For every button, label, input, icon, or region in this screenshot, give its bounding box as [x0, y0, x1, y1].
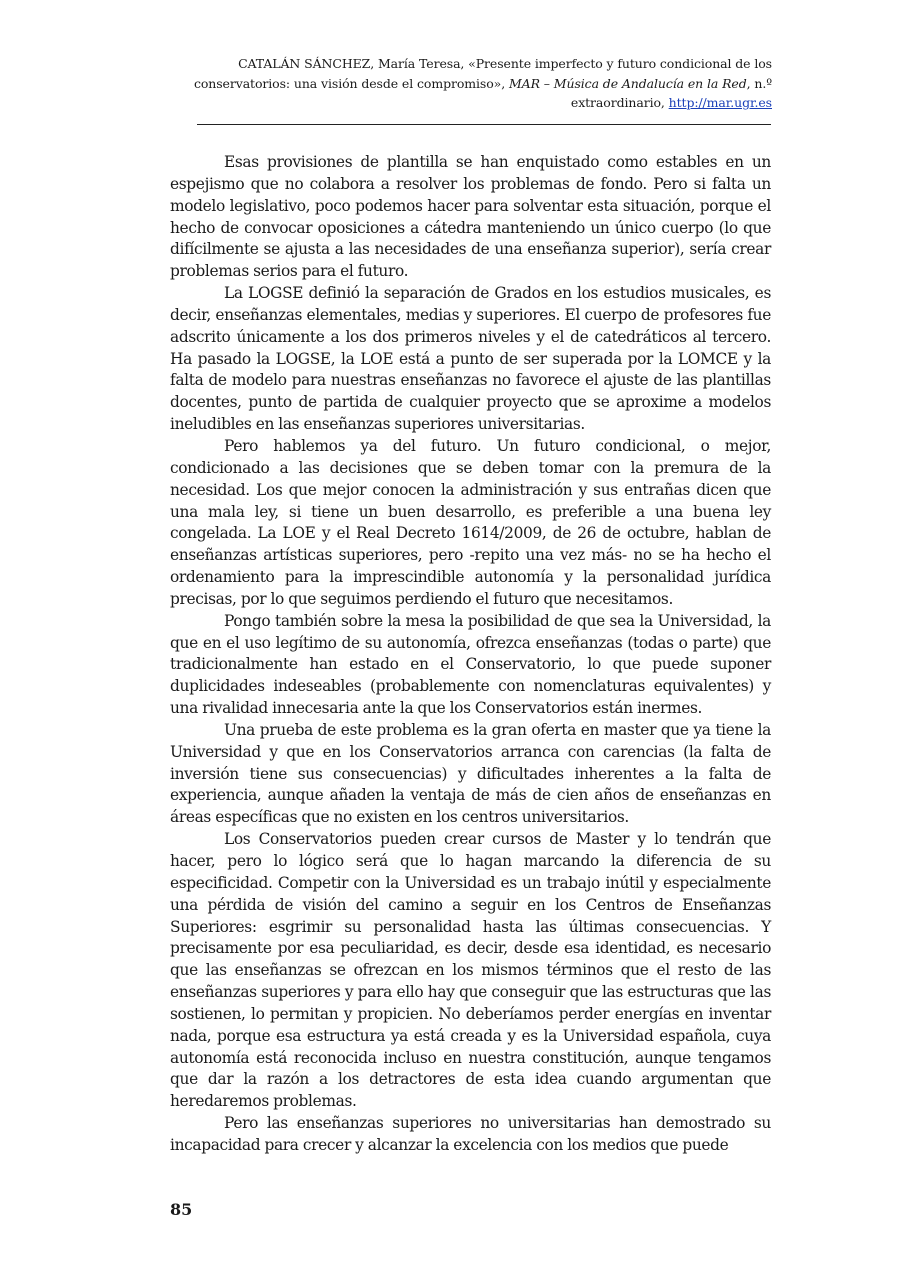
paragraph: Los Conservatorios pueden crear cursos de Master y lo tendrán que hacer, pero lo lógico será que lo hagan marcando la diferencia de su especificidad. Competir con la Universidad es un trabajo inútil y especialmente una pérdida de visión del camino a seguir en los Centros de Enseñanzas Superiores: esgrimir su personalidad hasta las últimas consecuencias. Y precisamente por esa peculiaridad, es decir, desde esa identidad, es necesario que las enseñanzas se ofrezcan en los mismos términos que el resto de las enseñanzas superiores y para ello hay que conseguir que las estructuras que las sostienen, lo permitan y propicien. No deberíamos perder energías en inventar nada, porque esa estructura ya está creada y es la Universidad española, cuya autonomía está reconocida incluso en nuestra constitución, aunque tengamos que dar la razón a los detractores de esta idea cuando argumentan que heredaremos problemas.: [170, 830, 771, 1111]
paragraph: La LOGSE definió la separación de Grados en los estudios musicales, es decir, enseñanzas elementales, medias y superiores. El cuerpo de profesores fue adscrito únicamente a los dos primeros niveles y el de catedráticos al tercero. Ha pasado la LOGSE, la LOE está a punto de ser superada por la LOMCE y la falta de modelo para nuestras enseñanzas no favorece el ajuste de las plantillas docentes, punto de partida de cualquier proyecto que se aproxime a modelos ineludibles en las enseñanzas superiores universitarias.: [170, 284, 771, 434]
header-author: CATALÁN SÁNCHEZ: [238, 56, 371, 71]
paragraph: Pero las enseñanzas superiores no universitarias han demostrado su incapacidad para crecer y alcanzar la excelencia con los medios que puede: [170, 1114, 771, 1154]
paragraph: Una prueba de este problema es la gran oferta en master que ya tiene la Universidad y que en los Conservatorios arranca con carencias (la falta de inversión tiene sus consecuencias) y dificultades inherentes a la falta de experiencia, aunque añaden la ventaja de más de cien años de enseñanzas en áreas específicas que no existen en los centros universitarios.: [170, 720, 771, 827]
header-citation: , María Teresa, «Presente imperfecto y futuro condicional de los conservatorios: una visión desde el compromiso»,: [193, 56, 772, 91]
paragraph: Pongo también sobre la mesa la posibilidad de que sea la Universidad, la que en el uso legítimo de su autonomía, ofrezca enseñanzas (todas o parte) que tradicionalmente han estado en el Conservatorio, lo que puede suponer duplicidades indeseables (probablemente con nomenclaturas equivalentes) y una rivalidad innecesaria ante la que los Conservatorios están inermes.: [170, 611, 771, 718]
header-journal: MAR – Música de Andalucía en la Red: [508, 75, 747, 91]
header-issue: , n.º extraordinario,: [570, 75, 772, 110]
journal-link[interactable]: http://mar.ugr.es: [668, 95, 772, 110]
body-text: [170, 152, 771, 1157]
page-number: 85: [170, 1200, 193, 1219]
running-header: [172, 54, 772, 113]
paragraph: Esas provisiones de plantilla se han enquistado como estables en un espejismo que no colabora a resolver los problemas de fondo. Pero si falta un modelo legislativo, poco podemos hacer para solventar esta situación, porque el hecho de convocar oposiciones a cátedra manteniendo un único cuerpo (lo que difícilmente se ajusta a las necesidades de una enseñanza superior), sería crear problemas serios para el futuro.: [170, 153, 771, 281]
paragraph: Pero hablemos ya del futuro. Un futuro condicional, o mejor, condicionado a las decisiones que se deben tomar con la premura de la necesidad. Los que mejor conocen la administración y sus entrañas dicen que una mala ley, si tiene un buen desarrollo, es preferible a una buena ley congelada. La LOE y el Real Decreto 1614/2009, de 26 de octubre, hablan de enseñanzas artísticas superiores, pero -repito una vez más- no se ha hecho el ordenamiento para la imprescindible autonomía y la personalidad jurídica precisas, por lo que seguimos perdiendo el futuro que necesitamos.: [170, 436, 771, 608]
header-divider: [197, 124, 771, 125]
